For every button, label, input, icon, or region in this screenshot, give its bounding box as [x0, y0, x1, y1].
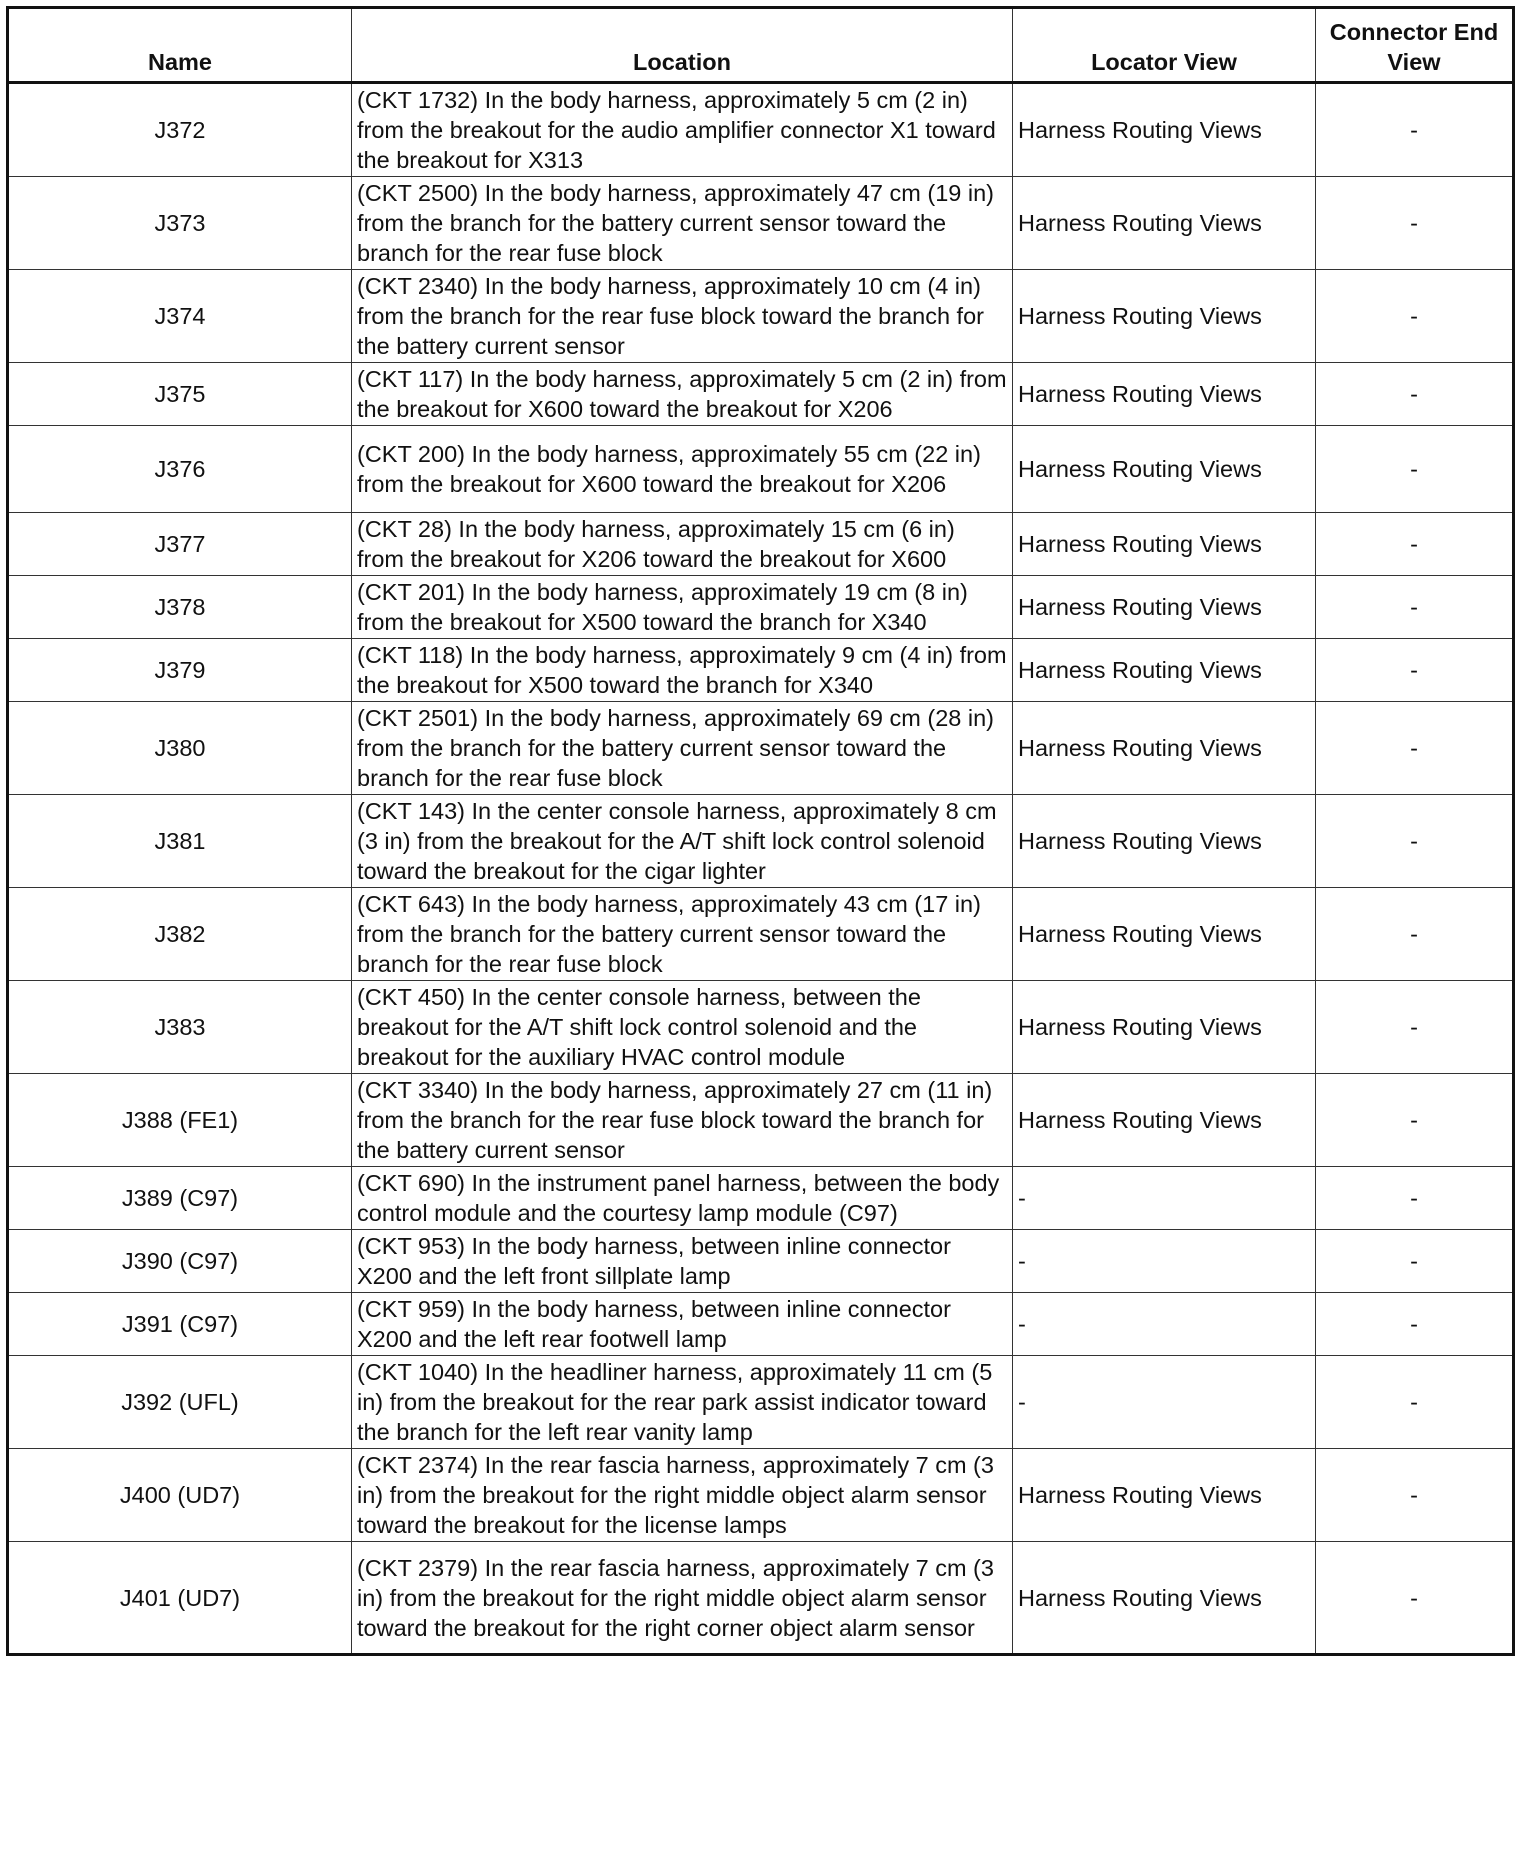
cell-locator-view: Harness Routing Views: [1013, 1074, 1316, 1167]
cell-location: (CKT 1732) In the body harness, approximately 5 cm (2 in) from the breakout for the audio amplifier connector X1 toward the breakout for X313: [352, 83, 1013, 177]
cell-location: (CKT 2500) In the body harness, approximately 47 cm (19 in) from the branch for the battery current sensor toward the branch for the rear fuse block: [352, 177, 1013, 270]
cell-location: (CKT 450) In the center console harness, between the breakout for the A/T shift lock control solenoid and the breakout for the auxiliary HVAC control module: [352, 981, 1013, 1074]
table-row: [8, 1167, 1514, 1230]
cell-locator-view: -: [1013, 1356, 1316, 1449]
cell-locator-view: Harness Routing Views: [1013, 888, 1316, 981]
cell-locator-view: Harness Routing Views: [1013, 702, 1316, 795]
table-row: [8, 426, 1514, 513]
cell-connector-end-view: -: [1316, 426, 1514, 513]
cell-connector-end-view: -: [1316, 981, 1514, 1074]
table-row: [8, 576, 1514, 639]
table-row: [8, 1356, 1514, 1449]
cell-location: (CKT 143) In the center console harness, approximately 8 cm (3 in) from the breakout for the A/T shift lock control solenoid toward the breakout for the cigar lighter: [352, 795, 1013, 888]
cell-name: J376: [8, 426, 352, 513]
cell-location: (CKT 690) In the instrument panel harness, between the body control module and the courtesy lamp module (C97): [352, 1167, 1013, 1230]
cell-connector-end-view: -: [1316, 1449, 1514, 1542]
table-row: [8, 702, 1514, 795]
cell-location: (CKT 953) In the body harness, between inline connector X200 and the left front sillplate lamp: [352, 1230, 1013, 1293]
cell-name: J388 (FE1): [8, 1074, 352, 1167]
cell-locator-view: Harness Routing Views: [1013, 576, 1316, 639]
cell-location: (CKT 959) In the body harness, between inline connector X200 and the left rear footwell lamp: [352, 1293, 1013, 1356]
cell-locator-view: Harness Routing Views: [1013, 513, 1316, 576]
cell-connector-end-view: -: [1316, 270, 1514, 363]
cell-location: (CKT 643) In the body harness, approximately 43 cm (17 in) from the branch for the battery current sensor toward the branch for the rear fuse block: [352, 888, 1013, 981]
cell-connector-end-view: -: [1316, 888, 1514, 981]
cell-connector-end-view: -: [1316, 1542, 1514, 1655]
cell-locator-view: Harness Routing Views: [1013, 363, 1316, 426]
cell-location: (CKT 118) In the body harness, approximately 9 cm (4 in) from the breakout for X500 toward the branch for X340: [352, 639, 1013, 702]
cell-name: J381: [8, 795, 352, 888]
header-location: Location: [352, 8, 1013, 83]
inline-harness-splice-table: [6, 6, 1515, 1656]
cell-location: (CKT 2379) In the rear fascia harness, approximately 7 cm (3 in) from the breakout for the right middle object alarm sensor toward the breakout for the right corner object alarm sensor: [352, 1542, 1013, 1655]
cell-connector-end-view: -: [1316, 1293, 1514, 1356]
cell-name: J401 (UD7): [8, 1542, 352, 1655]
cell-connector-end-view: -: [1316, 1230, 1514, 1293]
cell-locator-view: Harness Routing Views: [1013, 639, 1316, 702]
cell-location: (CKT 2374) In the rear fascia harness, approximately 7 cm (3 in) from the breakout for the right middle object alarm sensor toward the breakout for the license lamps: [352, 1449, 1013, 1542]
table-row: [8, 513, 1514, 576]
cell-locator-view: -: [1013, 1167, 1316, 1230]
header-connector-end-view: Connector End View: [1316, 8, 1514, 83]
table-row: [8, 888, 1514, 981]
cell-locator-view: Harness Routing Views: [1013, 177, 1316, 270]
cell-locator-view: Harness Routing Views: [1013, 795, 1316, 888]
table-row: [8, 639, 1514, 702]
cell-name: J391 (C97): [8, 1293, 352, 1356]
table-row: [8, 1293, 1514, 1356]
table-row: [8, 1542, 1514, 1655]
cell-location: (CKT 201) In the body harness, approximately 19 cm (8 in) from the breakout for X500 toward the branch for X340: [352, 576, 1013, 639]
cell-connector-end-view: -: [1316, 177, 1514, 270]
cell-locator-view: Harness Routing Views: [1013, 1542, 1316, 1655]
cell-location: (CKT 28) In the body harness, approximately 15 cm (6 in) from the breakout for X206 toward the breakout for X600: [352, 513, 1013, 576]
table-row: [8, 981, 1514, 1074]
cell-connector-end-view: -: [1316, 576, 1514, 639]
cell-locator-view: -: [1013, 1230, 1316, 1293]
cell-name: J390 (C97): [8, 1230, 352, 1293]
cell-location: (CKT 117) In the body harness, approximately 5 cm (2 in) from the breakout for X600 toward the breakout for X206: [352, 363, 1013, 426]
cell-connector-end-view: -: [1316, 702, 1514, 795]
cell-name: J400 (UD7): [8, 1449, 352, 1542]
table-row: [8, 1074, 1514, 1167]
header-locator-view: Locator View: [1013, 8, 1316, 83]
cell-location: (CKT 3340) In the body harness, approximately 27 cm (11 in) from the branch for the rear fuse block toward the branch for the battery current sensor: [352, 1074, 1013, 1167]
cell-name: J373: [8, 177, 352, 270]
document-page: [6, 6, 1512, 1656]
cell-locator-view: Harness Routing Views: [1013, 83, 1316, 177]
cell-name: J379: [8, 639, 352, 702]
cell-connector-end-view: -: [1316, 83, 1514, 177]
table-body: [8, 83, 1514, 1655]
cell-connector-end-view: -: [1316, 795, 1514, 888]
cell-name: J392 (UFL): [8, 1356, 352, 1449]
cell-name: J375: [8, 363, 352, 426]
cell-name: J383: [8, 981, 352, 1074]
cell-connector-end-view: -: [1316, 1074, 1514, 1167]
cell-name: J382: [8, 888, 352, 981]
table-row: [8, 795, 1514, 888]
cell-name: J380: [8, 702, 352, 795]
cell-connector-end-view: -: [1316, 639, 1514, 702]
cell-locator-view: Harness Routing Views: [1013, 981, 1316, 1074]
table-row: [8, 177, 1514, 270]
cell-connector-end-view: -: [1316, 513, 1514, 576]
cell-name: J378: [8, 576, 352, 639]
table-row: [8, 363, 1514, 426]
cell-name: J377: [8, 513, 352, 576]
table-row: [8, 270, 1514, 363]
table-row: [8, 1230, 1514, 1293]
cell-name: J374: [8, 270, 352, 363]
cell-connector-end-view: -: [1316, 1356, 1514, 1449]
table-row: [8, 1449, 1514, 1542]
cell-locator-view: Harness Routing Views: [1013, 1449, 1316, 1542]
table-row: [8, 83, 1514, 177]
cell-name: J389 (C97): [8, 1167, 352, 1230]
header-row: [8, 8, 1514, 83]
cell-connector-end-view: -: [1316, 1167, 1514, 1230]
cell-locator-view: -: [1013, 1293, 1316, 1356]
cell-location: (CKT 1040) In the headliner harness, approximately 11 cm (5 in) from the breakout for the rear park assist indicator toward the branch for the left rear vanity lamp: [352, 1356, 1013, 1449]
cell-location: (CKT 200) In the body harness, approximately 55 cm (22 in) from the breakout for X600 toward the breakout for X206: [352, 426, 1013, 513]
header-name: Name: [8, 8, 352, 83]
cell-connector-end-view: -: [1316, 363, 1514, 426]
cell-location: (CKT 2340) In the body harness, approximately 10 cm (4 in) from the branch for the rear fuse block toward the branch for the battery current sensor: [352, 270, 1013, 363]
table-header: [8, 8, 1514, 83]
cell-name: J372: [8, 83, 352, 177]
cell-location: (CKT 2501) In the body harness, approximately 69 cm (28 in) from the branch for the battery current sensor toward the branch for the rear fuse block: [352, 702, 1013, 795]
cell-locator-view: Harness Routing Views: [1013, 270, 1316, 363]
cell-locator-view: Harness Routing Views: [1013, 426, 1316, 513]
